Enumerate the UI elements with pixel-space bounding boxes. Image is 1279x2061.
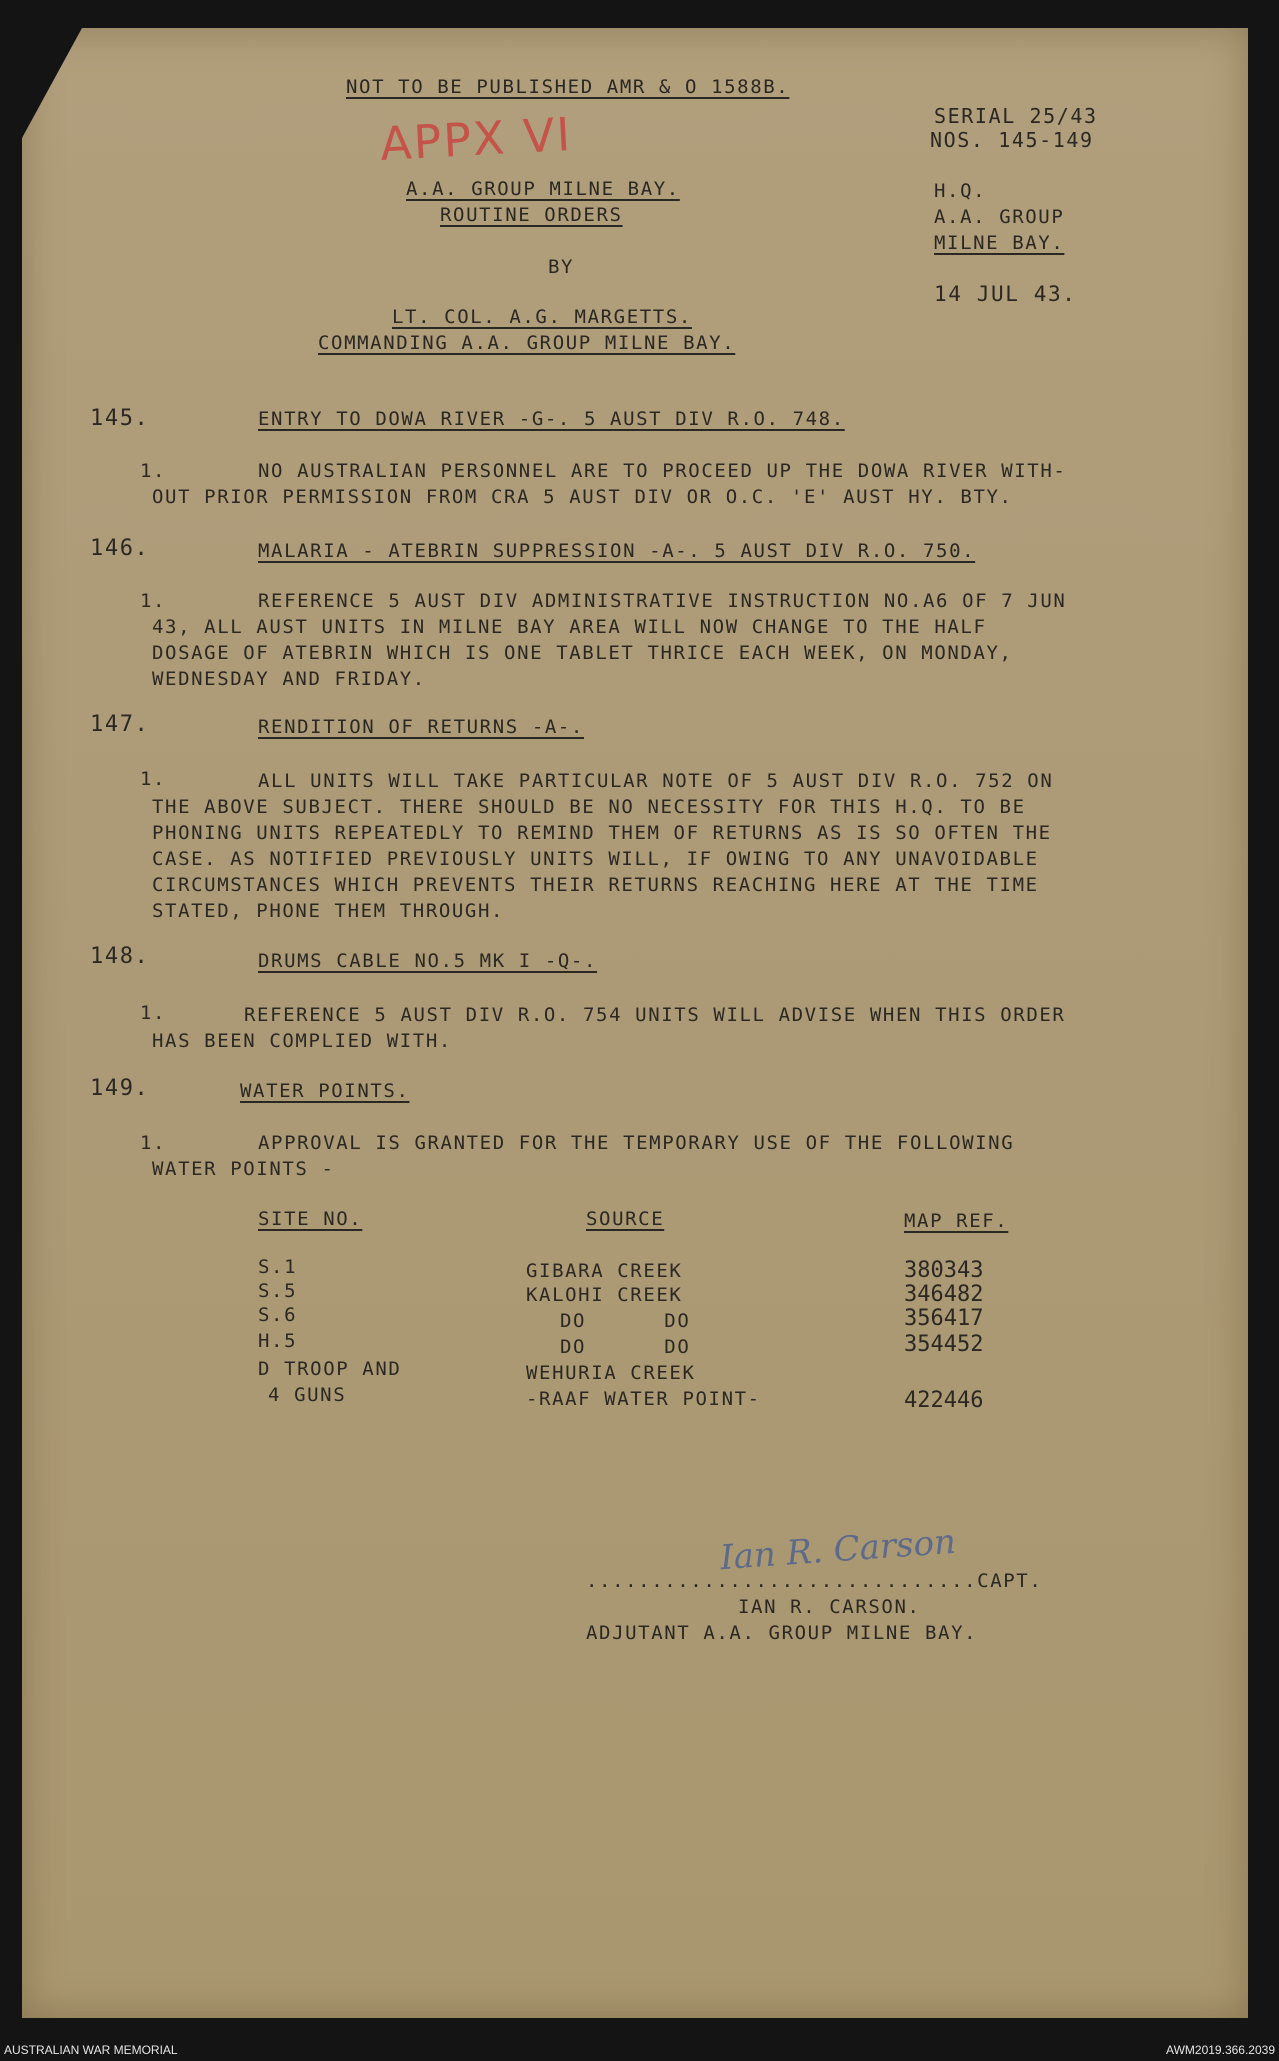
table-cell-source: WEHURIA CREEK <box>526 1362 696 1384</box>
signatory-name: IAN R. CARSON. <box>738 1596 921 1618</box>
appendix-stamp: APPX VI <box>378 107 574 171</box>
table-cell-source: -RAAF WATER POINT- <box>526 1388 761 1410</box>
table-cell-site: 4 GUNS <box>268 1384 347 1406</box>
handwritten-signature: Ian R. Carson <box>718 1521 958 1579</box>
table-cell-site: S.1 <box>258 1256 298 1278</box>
routine-orders-title: ROUTINE ORDERS <box>440 204 623 226</box>
paragraph-line: ALL UNITS WILL TAKE PARTICULAR NOTE OF 5 AUST DIV R.O. 752 ON <box>258 770 1054 792</box>
table-cell-mapref: 380343 <box>904 1258 984 1283</box>
item-number: 146. <box>90 536 150 561</box>
table-cell-mapref: 354452 <box>904 1332 984 1357</box>
group-title: A.A. GROUP MILNE BAY. <box>406 178 680 200</box>
table-cell-mapref: 356417 <box>904 1306 984 1331</box>
paragraph-number: 1. <box>140 590 167 612</box>
paragraph-line: THE ABOVE SUBJECT. THERE SHOULD BE NO NECESSITY FOR THIS H.Q. TO BE <box>152 796 1026 818</box>
commanding-line: COMMANDING A.A. GROUP MILNE BAY. <box>318 332 736 354</box>
by-line: BY <box>548 256 575 278</box>
table-cell-source: DO DO <box>560 1336 691 1358</box>
item-number: 148. <box>90 944 150 969</box>
item-title: MALARIA - ATEBRIN SUPPRESSION -A-. 5 AUST DIV R.O. 750. <box>258 540 976 562</box>
paragraph-line: CIRCUMSTANCES WHICH PREVENTS THEIR RETURNS REACHING HERE AT THE TIME <box>152 874 1039 896</box>
paragraph-number: 1. <box>140 768 167 790</box>
paragraph-line: 43, ALL AUST UNITS IN MILNE BAY AREA WILL NOW CHANGE TO THE HALF <box>152 616 987 638</box>
paragraph-number: 1. <box>140 1002 167 1024</box>
hq-line-3: MILNE BAY. <box>934 232 1065 254</box>
table-cell-source: DO DO <box>560 1310 691 1332</box>
table-header-site: SITE NO. <box>258 1208 363 1230</box>
paragraph-line: NO AUSTRALIAN PERSONNEL ARE TO PROCEED UP THE DOWA RIVER WITH- <box>258 460 1067 482</box>
item-title: RENDITION OF RETURNS -A-. <box>258 716 584 738</box>
table-cell-site: H.5 <box>258 1330 298 1352</box>
paragraph-number: 1. <box>140 1132 167 1154</box>
item-number: 145. <box>90 406 150 431</box>
paragraph-line: APPROVAL IS GRANTED FOR THE TEMPORARY USE OF THE FOLLOWING <box>258 1132 1015 1154</box>
table-cell-mapref: 422446 <box>904 1388 984 1413</box>
paragraph-line: WEDNESDAY AND FRIDAY. <box>152 668 426 690</box>
paragraph-line: HAS BEEN COMPLIED WITH. <box>152 1030 452 1052</box>
hq-line-1: H.Q. <box>934 180 987 202</box>
serial-number: SERIAL 25/43 <box>934 104 1098 128</box>
paragraph-line: OUT PRIOR PERMISSION FROM CRA 5 AUST DIV OR O.C. 'E' AUST HY. BTY. <box>152 486 1013 508</box>
footer-institution: AUSTRALIAN WAR MEMORIAL <box>4 2043 178 2057</box>
paragraph-line: REFERENCE 5 AUST DIV ADMINISTRATIVE INSTRUCTION NO.A6 OF 7 JUN <box>258 590 1067 612</box>
item-number: 147. <box>90 712 150 737</box>
table-cell-site: D TROOP AND <box>258 1358 402 1380</box>
table-cell-site: S.6 <box>258 1304 298 1326</box>
officer-name: LT. COL. A.G. MARGETTS. <box>392 306 692 328</box>
table-cell-source: KALOHI CREEK <box>526 1284 683 1306</box>
order-numbers: NOS. 145-149 <box>930 128 1094 152</box>
paragraph-line: CASE. AS NOTIFIED PREVIOUSLY UNITS WILL, IF OWING TO ANY UNAVOIDABLE <box>152 848 1039 870</box>
torn-corner <box>22 28 82 138</box>
paragraph-line: STATED, PHONE THEM THROUGH. <box>152 900 505 922</box>
item-title: ENTRY TO DOWA RIVER -G-. 5 AUST DIV R.O. 748. <box>258 408 845 430</box>
paragraph-line: REFERENCE 5 AUST DIV R.O. 754 UNITS WILL ADVISE WHEN THIS ORDER <box>244 1004 1066 1026</box>
signature-line: ..............................CAPT. <box>586 1570 1043 1592</box>
signatory-title: ADJUTANT A.A. GROUP MILNE BAY. <box>586 1622 978 1644</box>
paragraph-line: WATER POINTS - <box>152 1158 335 1180</box>
table-header-source: SOURCE <box>586 1208 665 1230</box>
not-published-notice: NOT TO BE PUBLISHED AMR & O 1588B. <box>346 76 790 98</box>
hq-line-2: A.A. GROUP <box>934 206 1065 228</box>
footer-accession: AWM2019.366.2039 <box>1166 2043 1275 2057</box>
paragraph-line: PHONING UNITS REPEATEDLY TO REMIND THEM OF RETURNS AS IS SO OFTEN THE <box>152 822 1052 844</box>
paragraph-line: DOSAGE OF ATEBRIN WHICH IS ONE TABLET THRICE EACH WEEK, ON MONDAY, <box>152 642 1013 664</box>
table-cell-mapref: 346482 <box>904 1282 984 1307</box>
item-number: 149. <box>90 1076 150 1101</box>
table-cell-source: GIBARA CREEK <box>526 1260 683 1282</box>
item-title: WATER POINTS. <box>240 1080 410 1102</box>
table-cell-site: S.5 <box>258 1280 298 1302</box>
table-header-mapref: MAP REF. <box>904 1210 1009 1232</box>
item-title: DRUMS CABLE NO.5 MK I -Q-. <box>258 950 598 972</box>
order-date: 14 JUL 43. <box>934 282 1077 306</box>
paragraph-number: 1. <box>140 460 167 482</box>
